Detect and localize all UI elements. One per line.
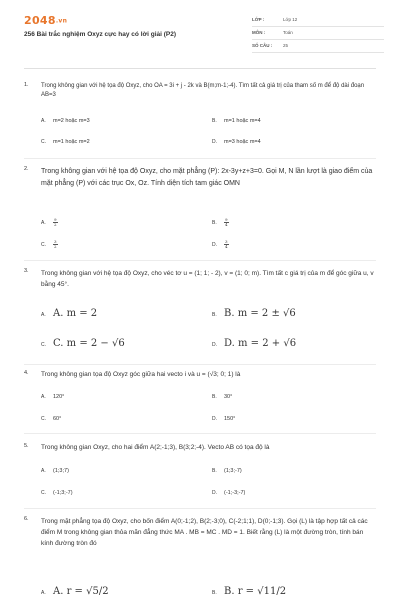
- question-number: 4.: [24, 370, 29, 376]
- question-separator: [24, 433, 376, 434]
- option-c[interactable]: C. C. m = 2 − √6: [41, 338, 125, 349]
- option-c[interactable]: C. (-1;3;-7): [41, 490, 73, 496]
- option-c[interactable]: C. m=1 hoặc m=2: [41, 139, 90, 145]
- question-4: [24, 370, 376, 430]
- question-text: Trong không gian với hệ tọa độ Oxyz, cho véc tơ u = (1; 1; - 2), v = (1; 0; m). Tìm tất c giá trị của m để góc giữa u, v bằng 45°.: [41, 270, 374, 288]
- question-separator: [24, 364, 376, 365]
- question-separator: [24, 508, 376, 509]
- question-number: 1.: [24, 82, 29, 88]
- document-title: 256 Bài trắc nghiệm Oxyz cực hay có lời giải (P2): [24, 31, 177, 38]
- option-b[interactable]: B. 30°: [212, 394, 233, 400]
- option-a[interactable]: A. (1;3;7): [41, 468, 69, 474]
- option-a[interactable]: A. m=2 hoặc m=3: [41, 118, 90, 124]
- option-a[interactable]: A. A. m = 2: [41, 308, 98, 319]
- option-b[interactable]: B. m=1 hoặc m=4: [212, 118, 261, 124]
- question-number: 6.: [24, 516, 29, 522]
- option-b[interactable]: B. B. m = 2 ± √6: [212, 308, 296, 319]
- question-number: 3.: [24, 268, 29, 274]
- option-a[interactable]: A. A. r = √5/2: [41, 586, 109, 597]
- question-text: Trong không gian với hệ tọa độ Oxyz, cho mặt phẳng (P): 2x-3y+z+3=0. Gọi M, N lần lượt là giao điểm của mặt phẳng (P) với các trục Ox, Oz. Tính diện tích tam giác OMN: [41, 168, 373, 187]
- question-separator: [24, 260, 376, 261]
- question-text: Trong mặt phẳng tọa độ Oxyz, cho bốn điểm A(0;-1;2), B(2;-3;0), C(-2;1;1), D(0;-1;3). Gọi (L) là tập hợp tất cả các điểm M trong không gian thỏa mãn đẳng thức MA . MB = MC . MD = 1. Biết rằng (L) là một đường tròn, tính bán kính đường tròn đó: [41, 518, 368, 547]
- meta-row-subject: MÔN : Toán: [252, 27, 384, 40]
- question-number: 5.: [24, 443, 29, 449]
- option-d[interactable]: D. $\frac{3}{4}$: [212, 239, 228, 249]
- option-b[interactable]: B. (1;3;-7): [212, 468, 242, 474]
- question-text: Trong không gian Oxyz, cho hai điểm A(2;-1;3), B(3;2;-4). Vecto AB có tọa độ là: [41, 444, 270, 451]
- option-d[interactable]: D. 150°: [212, 416, 236, 422]
- site-logo[interactable]: 2048.vn: [24, 14, 68, 27]
- option-b[interactable]: B. $\frac{9}{4}$: [212, 217, 228, 227]
- option-d[interactable]: D. (-1;-3;-7): [212, 490, 246, 496]
- question-text: Trong không gian tọa độ Oxyz góc giữa hai vecto i và u = (√3; 0; 1) là: [41, 371, 241, 378]
- question-separator: [24, 158, 376, 159]
- option-b[interactable]: B. B. r = √11/2: [212, 586, 287, 597]
- option-c[interactable]: C. $\frac{3}{2}$: [41, 239, 57, 249]
- document-header: [0, 0, 400, 64]
- option-a[interactable]: A. 120°: [41, 394, 65, 400]
- meta-row-count: SỐ CÂU : 25: [252, 40, 384, 53]
- meta-row-class: LỚP : Lớp 12: [252, 14, 384, 27]
- question-3: [24, 268, 376, 360]
- option-d[interactable]: D. m=3 hoặc m=4: [212, 139, 261, 145]
- question-number: 2.: [24, 166, 29, 172]
- question-6: [24, 516, 376, 600]
- header-divider: [24, 68, 376, 69]
- meta-info: [252, 14, 384, 53]
- question-text: Trong không gian với hệ tọa độ Oxyz, cho OA = 3i + j - 2k và B(m;m-1;-4). Tìm tất cả giá trị của tham số m để độ dài đoạn AB=3: [41, 83, 365, 98]
- option-a[interactable]: A. $\frac{9}{2}$: [41, 217, 57, 227]
- question-2: [24, 166, 376, 256]
- question-5: [24, 443, 376, 505]
- option-d[interactable]: D. D. m = 2 + √6: [212, 338, 297, 349]
- option-c[interactable]: C. 60°: [41, 416, 62, 422]
- question-1: [24, 82, 376, 152]
